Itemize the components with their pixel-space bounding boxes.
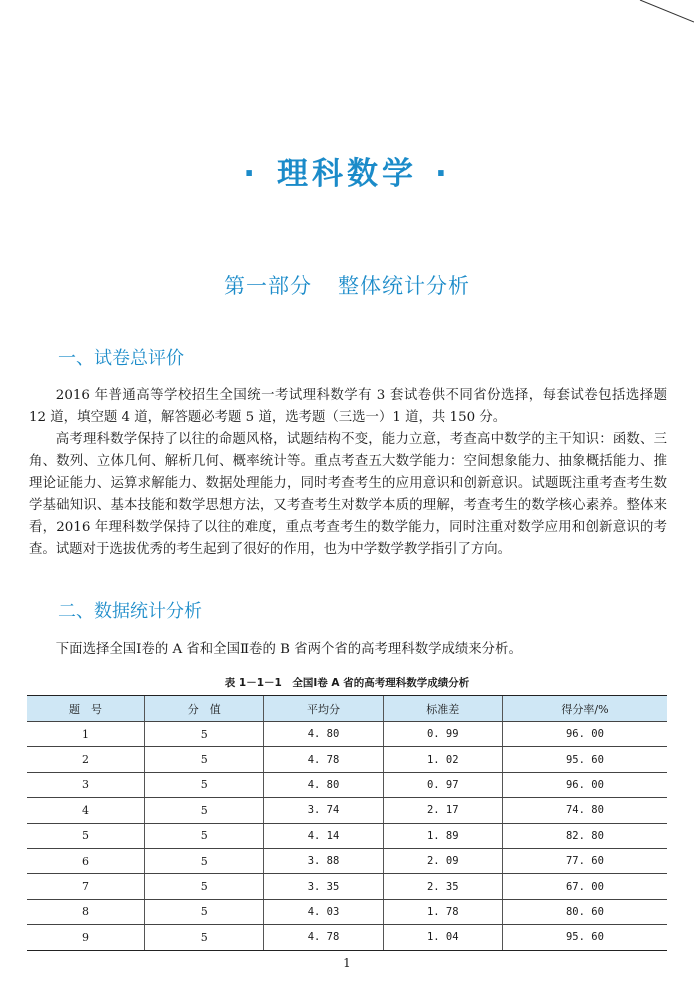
cell-std-dev: 1. 89 [383, 823, 502, 848]
cell-points: 5 [145, 823, 264, 848]
section2-heading: 二、数据统计分析 [58, 601, 202, 622]
cell-question-no: 5 [27, 823, 145, 848]
cell-score-rate: 77. 60 [502, 848, 667, 873]
cell-points: 5 [145, 722, 264, 747]
cell-mean: 4. 03 [264, 899, 383, 924]
cell-points: 5 [145, 772, 264, 797]
section1-heading: 一、试卷总评价 [58, 348, 184, 369]
table-header-row [27, 696, 667, 722]
table-row [27, 823, 667, 848]
cell-question-no: 7 [27, 874, 145, 899]
cell-score-rate: 67. 00 [502, 874, 667, 899]
table-row [27, 925, 667, 950]
table-row [27, 848, 667, 873]
section2-paragraph-1: 下面选择全国Ⅰ卷的 A 省和全国Ⅱ卷的 B 省两个省的高考理科数学成绩来分析。 [55, 642, 522, 657]
cell-points: 5 [145, 874, 264, 899]
cell-question-no: 6 [27, 848, 145, 873]
cell-std-dev: 0. 97 [383, 772, 502, 797]
cell-mean: 3. 88 [264, 848, 383, 873]
cell-std-dev: 1. 02 [383, 747, 502, 772]
score-analysis-table [27, 695, 667, 951]
table-row [27, 899, 667, 924]
part-title [0, 270, 694, 300]
title-dot-right: · [435, 156, 451, 192]
cell-score-rate: 80. 60 [502, 899, 667, 924]
main-title [0, 148, 694, 193]
header-mean: 平均分 [264, 696, 383, 722]
cell-question-no: 9 [27, 925, 145, 950]
cell-std-dev: 0. 99 [383, 722, 502, 747]
cell-std-dev: 1. 78 [383, 899, 502, 924]
cell-std-dev: 1. 04 [383, 925, 502, 950]
cell-points: 5 [145, 798, 264, 823]
cell-mean: 4. 78 [264, 925, 383, 950]
cell-std-dev: 2. 17 [383, 798, 502, 823]
cell-std-dev: 2. 35 [383, 874, 502, 899]
table-body [27, 722, 667, 951]
table-row [27, 798, 667, 823]
table-row [27, 772, 667, 797]
header-question-no: 题 号 [27, 696, 145, 722]
cell-mean: 3. 74 [264, 798, 383, 823]
cell-points: 5 [145, 747, 264, 772]
table-caption: 表 1－1－1 全国Ⅰ卷 A 省的高考理科数学成绩分析 [224, 677, 470, 689]
header-score-rate: 得分率/% [502, 696, 667, 722]
section1-paragraph-1: 2016 年普通高等学校招生全国统一考试理科数学有 3 套试卷供不同省份选择，每套试卷包括选择题 12 道，填空题 4 道，解答题必考题 5 道，选考题（三选一）1 道，共 150 分。 [29, 388, 667, 425]
header-std-dev: 标准差 [383, 696, 502, 722]
table-row [27, 722, 667, 747]
cell-score-rate: 74. 80 [502, 798, 667, 823]
part-title-number: 第一部分 [224, 274, 312, 298]
cell-std-dev: 2. 09 [383, 848, 502, 873]
corner-decoration-line [0, 0, 694, 40]
cell-question-no: 3 [27, 772, 145, 797]
page-number: 1 [343, 956, 351, 970]
cell-mean: 4. 80 [264, 772, 383, 797]
main-title-text: 理科数学 [277, 156, 417, 192]
cell-question-no: 2 [27, 747, 145, 772]
table-row [27, 747, 667, 772]
cell-mean: 4. 78 [264, 747, 383, 772]
part-title-text: 整体统计分析 [338, 274, 470, 298]
cell-question-no: 4 [27, 798, 145, 823]
cell-score-rate: 95. 60 [502, 925, 667, 950]
cell-score-rate: 82. 80 [502, 823, 667, 848]
section1-paragraph-2: 高考理科数学保持了以往的命题风格，试题结构不变，能力立意，考查高中数学的主干知识：函数、三角、数列、立体几何、解析几何、概率统计等。重点考查五大数学能力：空间想象能力、抽象概括能力、推理论证能力、运算求解能力、数据处理能力，同时考查考生的应用意识和创新意识。试题既注重考查考生数学基础知识、基本技能和数学思想方法，又考查考生对数学本质的理解，考查考生的数学核心素养。整体来看，2016 年理科数学保持了以往的难度，重点考查考生的数学能力，同时注重对数学应用和创新意识的考查。试题对于选拔优秀的考生起到了很好的作用，也为中学数学教学指引了方向。 [29, 432, 667, 557]
table-row [27, 874, 667, 899]
cell-points: 5 [145, 925, 264, 950]
cell-question-no: 1 [27, 722, 145, 747]
cell-score-rate: 95. 60 [502, 747, 667, 772]
cell-mean: 4. 14 [264, 823, 383, 848]
cell-score-rate: 96. 00 [502, 722, 667, 747]
cell-mean: 4. 80 [264, 722, 383, 747]
cell-mean: 3. 35 [264, 874, 383, 899]
cell-points: 5 [145, 848, 264, 873]
title-dot-left: · [243, 156, 259, 192]
cell-score-rate: 96. 00 [502, 772, 667, 797]
cell-question-no: 8 [27, 899, 145, 924]
cell-points: 5 [145, 899, 264, 924]
header-points: 分 值 [145, 696, 264, 722]
